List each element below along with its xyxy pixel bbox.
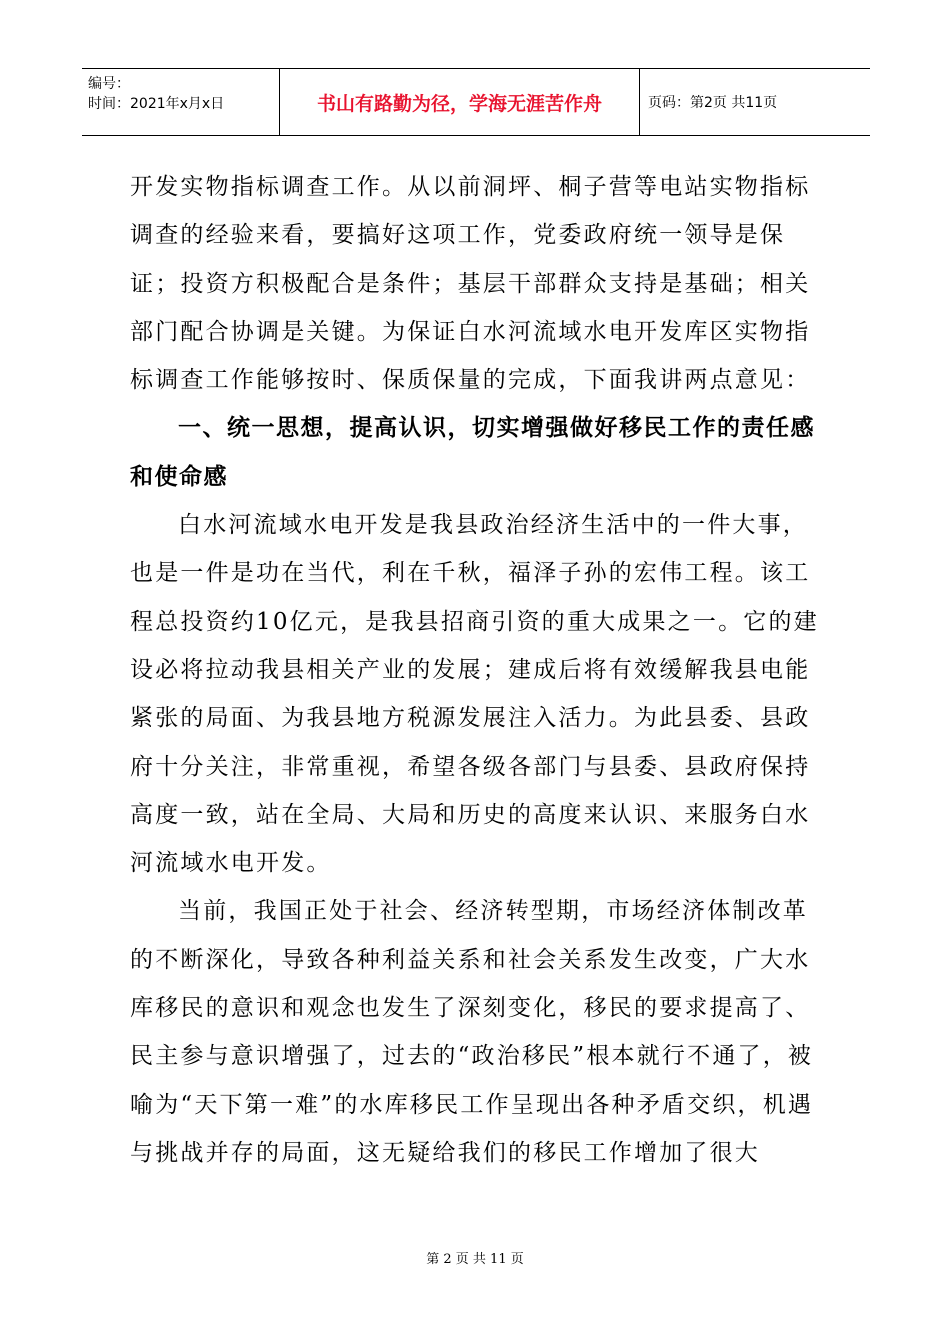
time-label: 时间：2021年x月x日 [88,96,225,112]
header-page-info: 页码：第2页 共11页 [648,95,778,111]
paragraph-continuation: 开发实物指标调查工作。从以前洞坪、桐子营等电站实物指标调查的经验来看，要搞好这项工作，党委政府统一领导是保证；投资方积极配合是条件；基层干部群众支持是基础；相关部门配合协调是关键。为保证白水河流域水电开发库区实物指标调查工作能够按时、保质保量的完成，下面我讲两点意见： [130,174,811,394]
document-body [130,163,830,1177]
section-heading: 一、统一思想，提高认识，切实增强做好移民工作的责任感和使命感 [130,415,815,490]
header-meta [82,69,280,135]
page-header [82,68,870,136]
paragraph: 白水河流域水电开发是我县政治经济生活中的一件大事，也是一件是功在当代，利在千秋，福泽子孙的宏伟工程。该工程总投资约10亿元，是我县招商引资的重大成果之一。它的建设必将拉动我县相关产业的发展；建成后将有效缓解我县电能紧张的局面、为我县地方税源发展注入活力。为此县委、县政府十分关注，非常重视，希望各级各部门与县委、县政府保持高度一致，站在全局、大局和历史的高度来认识、来服务白水河流域水电开发。 [130,512,819,877]
page-footer: 第 2 页 共 11 页 [426,1252,524,1267]
paragraph: 当前，我国正处于社会、经济转型期，市场经济体制改革的不断深化，导致各种利益关系和社会关系发生改变，广大水库移民的意识和观念也发生了深刻变化，移民的要求提高了、民主参与意识增强了，过去的“政治移民”根本就行不通了，被喻为“天下第一难”的水库移民工作呈现出各种矛盾交织，机遇与挑战并存的局面，这无疑给我们的移民工作增加了很大 [130,898,814,1166]
header-motto: 书山有路勤为径，学海无涯苦作舟 [280,69,640,135]
number-label: 编号： [88,76,130,92]
